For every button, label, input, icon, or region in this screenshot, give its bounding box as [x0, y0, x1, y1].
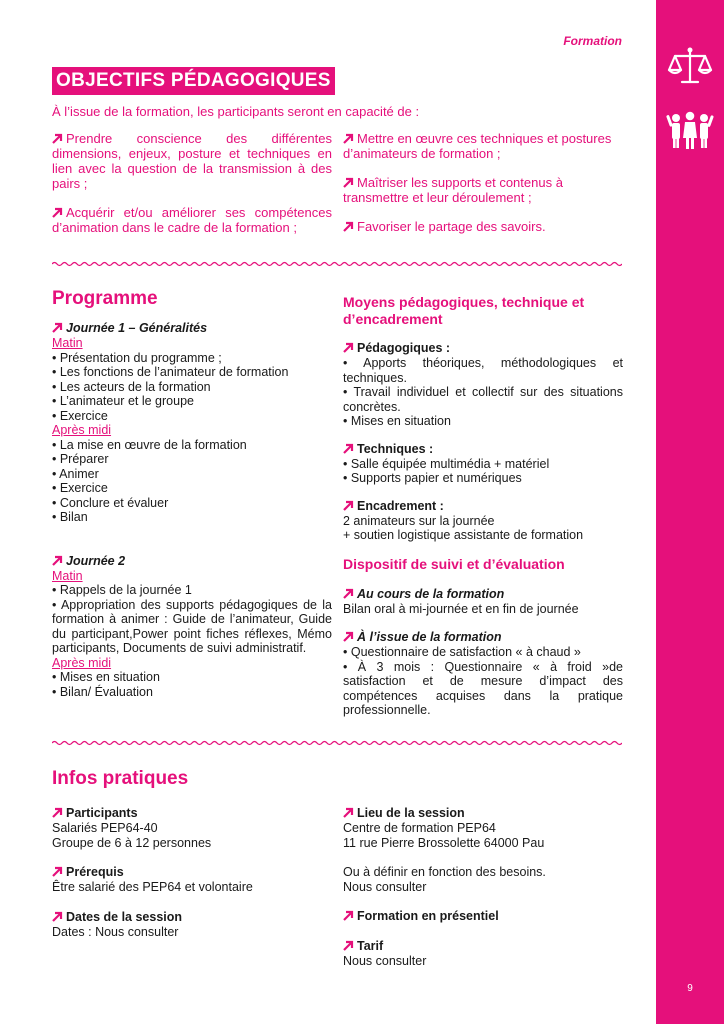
infos-right-column: [343, 806, 623, 969]
day2-morning-label: Matin: [52, 568, 83, 583]
lieu-line: Centre de formation PEP64: [343, 821, 496, 835]
techniques-label: Techniques :: [343, 442, 623, 457]
list-item: • Présentation du programme ;: [52, 350, 222, 365]
lieu-extra-line: Ou à définir en fonction des besoins.: [343, 865, 546, 879]
day2-afternoon-label: Après midi: [52, 655, 112, 670]
objective-item: Acquérir et/ou améliorer ses compétences d’animation dans le cadre de la formation ;: [52, 205, 332, 235]
list-item: • Salle équipée multimédia + matériel: [343, 456, 550, 471]
list-item: • Exercice: [52, 408, 108, 423]
objective-item: Maîtriser les supports et contenus à transmettre et leur déroulement ;: [343, 175, 563, 205]
list-item: • Bilan/ Évaluation: [52, 684, 153, 699]
arrow-up-right-icon: [343, 221, 354, 232]
participants-label: Participants: [52, 806, 332, 821]
list-item: 2 animateurs sur la journée: [343, 513, 495, 528]
list-item: • Conclure et évaluer: [52, 495, 169, 510]
prerequis-line: Être salarié des PEP64 et volontaire: [52, 880, 253, 894]
arrow-up-right-icon: [343, 443, 354, 454]
arrow-up-right-icon: [52, 207, 63, 218]
page-number: 9: [687, 983, 693, 994]
list-item: • Exercice: [52, 481, 108, 495]
arrow-up-right-icon: [343, 910, 354, 921]
arrow-up-right-icon: [52, 322, 63, 333]
objectives-intro: À l’issue de la formation, les participants seront en capacité de :: [52, 104, 420, 119]
dates-line: Dates : Nous consulter: [52, 924, 179, 939]
wave-divider: [52, 260, 622, 268]
day1-afternoon-label: Après midi: [52, 423, 112, 437]
suivi-title: Dispositif de suivi et d’évaluation: [343, 555, 565, 572]
programme-section: [52, 288, 332, 699]
arrow-up-right-icon: [343, 500, 354, 511]
arrow-up-right-icon: [52, 807, 63, 818]
list-item: • Préparer: [52, 452, 109, 466]
encadrement-label: Encadrement :: [343, 499, 623, 514]
arrow-up-right-icon: [343, 631, 354, 642]
arrow-up-right-icon: [343, 940, 354, 951]
list-item: • Travail individuel et collectif sur des situations concrètes.: [343, 385, 623, 414]
cours-text: Bilan oral à mi-journée et en fin de journée: [343, 601, 579, 616]
objectives-right-column: [343, 131, 623, 248]
objective-item: Prendre conscience des différentes dimensions, enjeux, posture et techniques en lien avec la question de la transmission à des pairs ;: [52, 131, 332, 191]
wave-divider: [52, 739, 622, 747]
encadrement-list: [343, 514, 623, 543]
lieu-line: 11 rue Pierre Brossolette 64000 Pau: [343, 835, 545, 850]
list-item: • L’animateur et le groupe: [52, 394, 194, 408]
list-item: • Mises en situation: [52, 670, 160, 684]
objectives-left-column: [52, 131, 332, 249]
moyens-section: [343, 294, 623, 718]
day1-morning-label: Matin: [52, 336, 83, 350]
infos-title: Infos pratiques: [52, 768, 189, 789]
sidebar-band: [656, 0, 724, 1024]
scales-icon: [666, 42, 714, 90]
arrow-up-right-icon: [52, 911, 63, 922]
objective-item: Mettre en œuvre ces techniques et postures d’animateurs de formation ;: [343, 131, 612, 161]
participants-line: Groupe de 6 à 12 personnes: [52, 835, 212, 850]
day1-morning-list: [52, 351, 332, 424]
techniques-list: [343, 457, 623, 486]
list-item: • Supports papier et numériques: [343, 471, 522, 485]
day2-title: Journée 2: [52, 553, 332, 569]
arrow-up-right-icon: [343, 342, 354, 353]
infos-left-column: [52, 806, 332, 939]
dates-label: Dates de la session: [52, 910, 332, 925]
arrow-up-right-icon: [52, 133, 63, 144]
day2-afternoon-list: [52, 670, 332, 699]
programme-title: Programme: [52, 288, 158, 309]
list-item: • Apports théoriques, méthodologiques et techniques.: [343, 356, 623, 385]
day1-title: Journée 1 – Généralités: [52, 320, 332, 336]
list-item: • Rappels de la journée 1: [52, 583, 192, 597]
tarif-line: Nous consulter: [343, 954, 427, 968]
prerequis-label: Prérequis: [52, 865, 332, 880]
list-item: • Bilan: [52, 510, 88, 524]
objectives-title: OBJECTIFS PÉDAGOGIQUES: [52, 67, 335, 95]
people-group-icon: [666, 106, 714, 154]
lieu-extra-line: Nous consulter: [343, 879, 427, 894]
tarif-label: Tarif: [343, 939, 623, 954]
participants-line: Salariés PEP64-40: [52, 821, 158, 835]
issue-list: [343, 645, 623, 718]
lieu-label: Lieu de la session: [343, 806, 623, 821]
presentiel-label: Formation en présentiel: [343, 909, 623, 924]
arrow-up-right-icon: [52, 866, 63, 877]
day2-morning-list: [52, 583, 332, 656]
arrow-up-right-icon: [343, 133, 354, 144]
infos-title-wrap: [52, 768, 622, 790]
pedagogiques-list: [343, 356, 623, 429]
arrow-up-right-icon: [343, 177, 354, 188]
objective-item: Favoriser le partage des savoirs.: [343, 219, 623, 234]
issue-label: À l’issue de la formation: [343, 629, 623, 645]
list-item: • La mise en œuvre de la formation: [52, 437, 247, 452]
list-item: + soutien logistique assistante de formation: [343, 528, 584, 542]
list-item: • Les acteurs de la formation: [52, 379, 211, 394]
section-label: Formation: [563, 34, 622, 48]
moyens-title: Moyens pédagogiques, technique et d’encadrement: [343, 294, 585, 327]
day1-afternoon-list: [52, 438, 332, 525]
list-item: • Les fonctions de l’animateur de formation: [52, 365, 289, 379]
list-item: • Questionnaire de satisfaction « à chaud »: [343, 645, 581, 659]
list-item: • Mises en situation: [343, 414, 451, 428]
list-item: • Appropriation des supports pédagogiques de la formation à animer : Guide de l’animateur, Guide du participant,Power point fiches réflexes, Mémo participants, Documents de suivi administratif.: [52, 597, 332, 655]
list-item: • À 3 mois : Questionnaire « à froid »de satisfaction et de mesure d’impact des compétences acquises dans la pratique professionnelle.: [343, 659, 623, 717]
cours-label: Au cours de la formation: [343, 586, 623, 602]
list-item: • Animer: [52, 466, 99, 481]
pedagogiques-label: Pédagogiques :: [343, 341, 623, 356]
arrow-up-right-icon: [343, 588, 354, 599]
arrow-up-right-icon: [343, 807, 354, 818]
arrow-up-right-icon: [52, 555, 63, 566]
